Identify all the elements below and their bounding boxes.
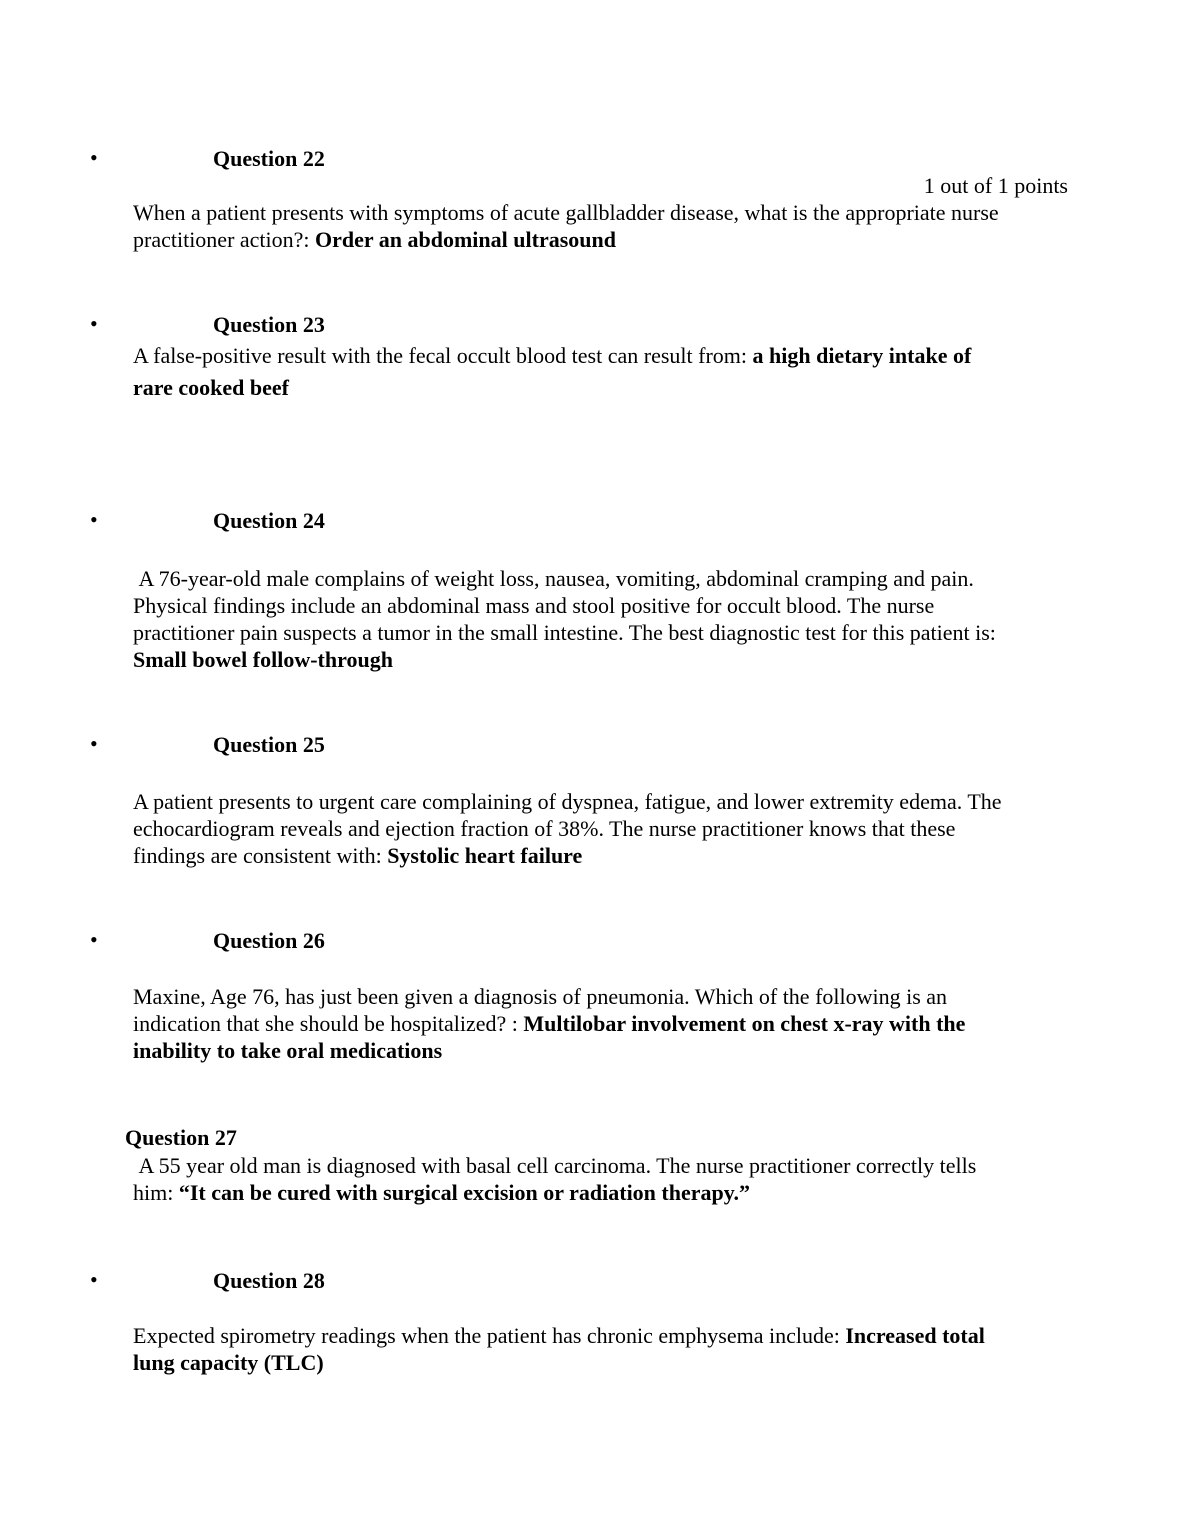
- question-text: A false-positive result with the fecal occult blood test can result from: a high dietary intake of rare cooked beef: [133, 343, 977, 400]
- question-title: Question 27: [125, 1125, 237, 1150]
- question-text: A 55 year old man is diagnosed with basal cell carcinoma. The nurse practitioner correctly tells him: “It can be cured with surgical excision or radiation therapy.”: [133, 1153, 982, 1205]
- question-title: Question 25: [213, 732, 325, 757]
- question-block-22: [0, 145, 1190, 253]
- points-label: 1 out of 1 points: [923, 173, 1068, 198]
- question-block-23: [0, 311, 1190, 404]
- question-block-27: [0, 1124, 1190, 1206]
- question-header: [0, 145, 1190, 172]
- bullet-icon: •: [90, 927, 98, 952]
- bullet-icon: •: [90, 145, 98, 170]
- question-header: [0, 731, 1190, 758]
- bullet-icon: •: [90, 1267, 98, 1292]
- question-header: [0, 927, 1190, 954]
- question-header: [0, 507, 1190, 534]
- question-block-26: [0, 927, 1190, 1064]
- question-block-24: [0, 507, 1190, 673]
- question-block-28: [0, 1267, 1190, 1376]
- question-header: [0, 1267, 1190, 1294]
- bullet-icon: •: [90, 311, 98, 336]
- question-text: A 76-year-old male complains of weight loss, nausea, vomiting, abdominal cramping and pain. Physical findings include an abdominal mass and stool positive for occult blood. The nurse practitioner pain suspects a tumor in the small intestine. The best diagnostic test for this patient is: Small bowel follow-through: [133, 566, 1002, 672]
- question-text: When a patient presents with symptoms of acute gallbladder disease, what is the appropriate nurse practitioner action?: Order an abdominal ultrasound: [133, 200, 1005, 252]
- question-title: Question 26: [213, 928, 325, 953]
- question-title: Question 28: [213, 1268, 325, 1293]
- bullet-icon: •: [90, 731, 98, 756]
- question-title: Question 22: [213, 146, 325, 171]
- question-text: Expected spirometry readings when the patient has chronic emphysema include: Increased total lung capacity (TLC): [133, 1323, 991, 1375]
- question-title: Question 23: [213, 312, 325, 337]
- question-block-25: [0, 731, 1190, 869]
- question-header: [0, 311, 1190, 338]
- question-title: Question 24: [213, 508, 325, 533]
- question-text: A patient presents to urgent care complaining of dyspnea, fatigue, and lower extremity edema. The echocardiogram reveals and ejection fraction of 38%. The nurse practitioner knows that these findings are consistent with: Systolic heart failure: [133, 789, 1008, 868]
- question-text: Maxine, Age 76, has just been given a diagnosis of pneumonia. Which of the following is an indication that she should be hospitalized? : Multilobar involvement on chest x-ray with the inability to take oral medications: [133, 984, 971, 1063]
- question-header: [0, 1124, 1190, 1151]
- bullet-icon: •: [90, 507, 98, 532]
